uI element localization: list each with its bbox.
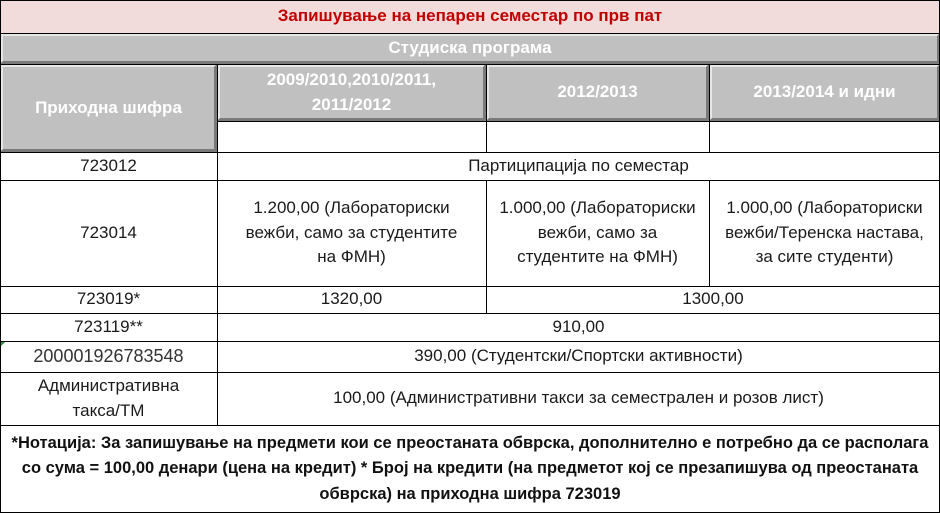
empty-cell — [486, 121, 709, 152]
row-723014-value-2013-onward: 1.000,00 (Лабораториски вежби/Теренска настава, за сите студенти) — [725, 198, 924, 267]
row-723019-value-2009-2012: 1320,00 — [320, 289, 383, 309]
row-admin-fee-value: 100,00 (Административни такси за семестрален и розов лист) — [333, 388, 824, 408]
study-program-header: Студиска програма — [0, 33, 940, 64]
row-code-723014: 723014 — [80, 222, 137, 242]
notation-note: *Нотација: За запишување на предмети кои се преостаната обврска, дополнително е потребно да се располага со сума = 100,00 денари (цена на кредит) * Број на кредити (на предметот кој се презапишува од преостаната обврска) на приходна шифра 723019 — [11, 433, 929, 503]
row-code-723119: 723119** — [74, 316, 143, 336]
period-header-2012-2013: 2012/2013 — [486, 64, 709, 121]
code-column-header: Приходна шифра — [0, 64, 217, 152]
row-723014-value-2012-2013: 1.000,00 (Лабораториски вежби, само за студентите на ФМН) — [499, 198, 696, 267]
table-title: Запишување на непарен семестар по прв пат — [0, 0, 940, 33]
row-code-200001926783548: 200001926783548 — [33, 346, 184, 367]
period-header-2009-2012: 2009/2010,2010/2011, 2011/2012 — [217, 64, 486, 121]
row-723014-value-2009-2012: 1.200,00 (Лабораториски вежби, само за студентите на ФМН) — [245, 198, 458, 267]
row-code-723019: 723019* — [76, 289, 141, 309]
period-header-2013-onward: 2013/2014 и идни — [709, 64, 940, 121]
row-723019-value-2012-onward: 1300,00 — [682, 289, 744, 309]
row-200001926783548-value: 390,00 (Студентски/Спортски активности) — [414, 346, 743, 366]
row-723119-value: 910,00 — [552, 316, 605, 336]
row-code-admin-fee: Административна такса/ТМ — [37, 375, 180, 420]
row-723012-value: Партиципација по семестар — [468, 155, 689, 175]
empty-cell — [217, 121, 486, 152]
row-code-723012: 723012 — [80, 155, 137, 175]
empty-cell — [709, 121, 940, 152]
